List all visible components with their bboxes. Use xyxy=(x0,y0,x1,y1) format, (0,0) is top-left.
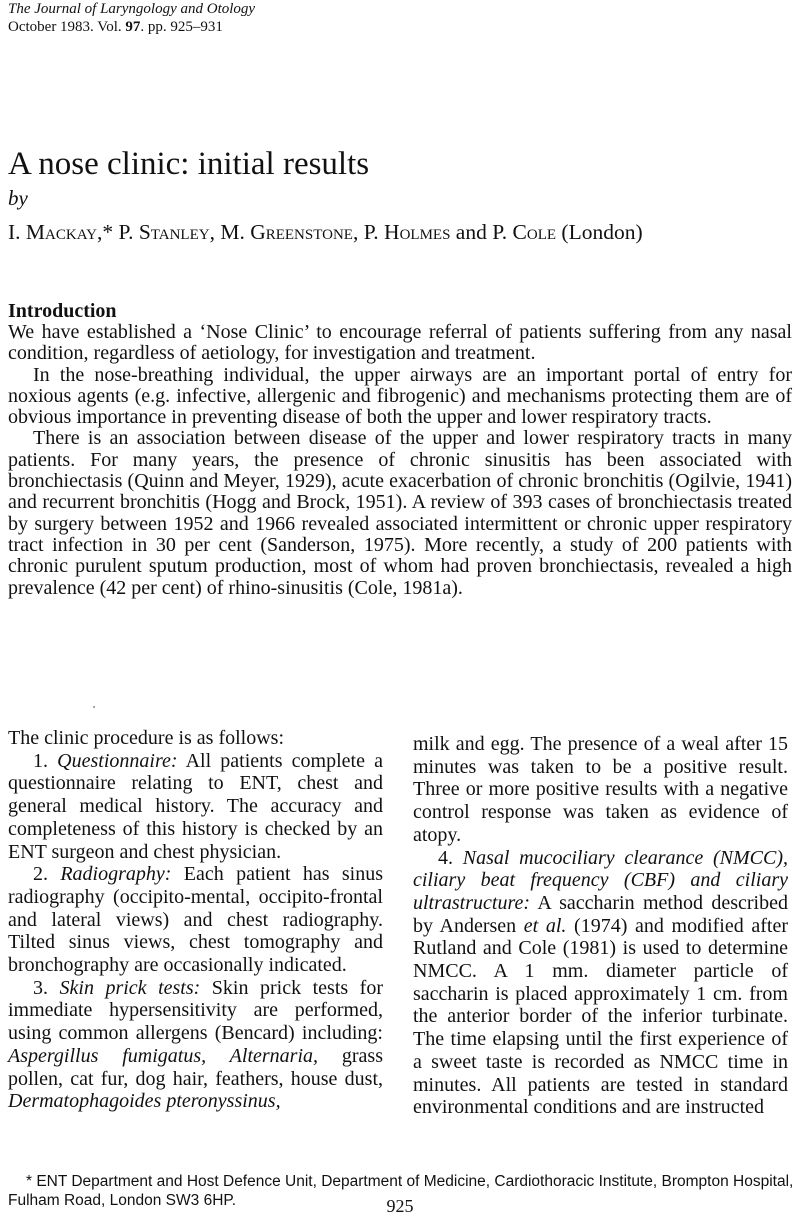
left-column xyxy=(8,727,383,1113)
author: I. Mackay,* xyxy=(8,220,119,244)
right-column xyxy=(413,733,788,1119)
procedure-intro: The clinic procedure is as follows: xyxy=(8,727,285,749)
stray-mark xyxy=(93,706,95,708)
procedure-item-skin-prick: 3. Skin prick tests: Skin prick tests for immediate hypersensitivity are performed, using common allergens (Bencard) including: Aspergillus fumigatus, Alternaria, grass pollen, cat fur, dog hair, feathers, house dust, Dermatophagoides pteronyssinus, xyxy=(8,976,384,1113)
article-title: A nose clinic: initial results xyxy=(8,146,370,182)
procedure-item-skin-prick-continued: milk and egg. The presence of a weal after 15 minutes was taken to be a positive result. Three or more positive results with a negative control response was taken as evidence of atopy. xyxy=(413,733,788,846)
journal-volume: 97 xyxy=(125,19,141,35)
page-number: 925 xyxy=(386,1196,414,1216)
author-list xyxy=(8,218,643,246)
journal-issue: October 1983. Vol. 97. pp. 925–931 xyxy=(8,19,223,35)
procedure-item-nmcc: 4. Nasal mucociliary clearance (NMCC), ciliary beat frequency (CBF) and ciliary ultrastructure: A saccharin method described by Andersen et al. (1974) and modified after Rutland and Cole (1981) is used to determine NMCC. A 1 mm. diameter particle of saccharin is placed approximately 1 cm. from the anterior border of the inferior turbinate. The time elapsing until the first experience of a sweet taste is recorded as NMCC time in minutes. All patients are tested in standard environmental conditions and are instructed xyxy=(413,846,788,1119)
author: P. Cole (London) xyxy=(492,220,643,244)
footnote: * ENT Department and Host Defence Unit, Department of Medicine, Cardiothoracic Institute, Brompton Hospital, Fulham Road, London SW3 6HP. xyxy=(8,1173,794,1209)
paragraph: We have established a ‘Nose Clinic’ to encourage referral of patients suffering from any nasal condition, regardless of aetiology, for investigation and treatment. xyxy=(8,321,792,365)
section-heading-introduction: Introduction xyxy=(8,300,117,322)
byline-by: by xyxy=(8,186,28,210)
journal-name: The Journal of Laryngology and Otology xyxy=(8,1,256,17)
author: P. Holmes and xyxy=(363,220,493,244)
paragraph: There is an association between disease of the upper and lower respiratory tracts in many patients. For many years, the presence of chronic sinusitis has been associated with bronchiectasis (Quinn and Meyer, 1929), acute exacerbation of chronic bronchitis (Ogilvie, 1941) and recurrent bronchitis (Hogg and Brock, 1951). A review of 393 cases of bronchiectasis treated by surgery between 1952 and 1966 revealed associated intermittent or chronic upper respiratory tract infection in 30 per cent (Sanderson, 1975). More recently, a study of 200 patients with chronic purulent sputum production, most of whom had proven bronchiectasis, revealed a high prevalence (42 per cent) of rhino-sinusitis (Cole, 1981a). xyxy=(8,427,792,599)
procedure-item-radiography: 2. Radiography: Each patient has sinus radiography (occipito-mental, occipito-frontal and lateral views) and chest radiography. Tilted sinus views, chest tomography and bronchography are occasionally indicated. xyxy=(8,863,383,977)
author: M. Greenstone, xyxy=(220,220,364,244)
author: P. Stanley, xyxy=(118,220,221,244)
journal-header xyxy=(8,0,255,36)
introduction-body xyxy=(8,322,792,599)
procedure-item-questionnaire: 1. Questionnaire: All patients complete a questionnaire relating to ENT, chest and general medical history. The accuracy and completeness of this history is checked by an ENT surgeon and chest physician. xyxy=(8,749,384,863)
paragraph: In the nose-breathing individual, the upper airways are an important portal of entry for noxious agents (e.g. infective, allergenic and fibrogenic) and mechanisms protecting them are of obvious importance in preventing disease of both the upper and lower respiratory tracts. xyxy=(8,363,792,429)
